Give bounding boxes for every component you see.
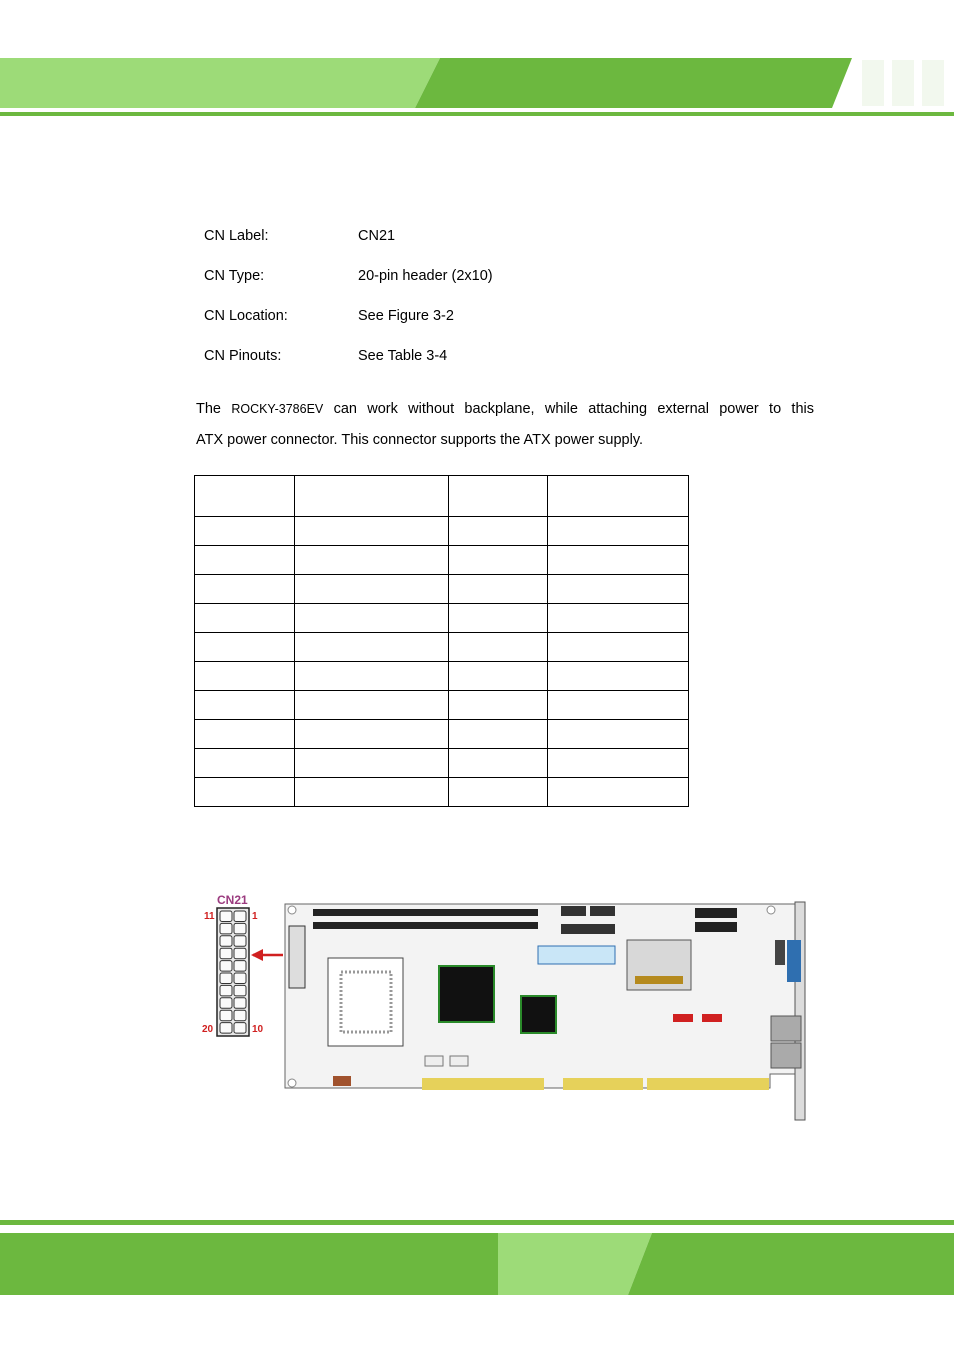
- connector-pin: [234, 923, 246, 934]
- table-cell: [295, 720, 449, 749]
- table-cell: [195, 604, 295, 633]
- header-connector: [561, 906, 586, 916]
- table-cell: [449, 691, 548, 720]
- connector-pin: [220, 911, 232, 922]
- header-connector: [590, 906, 615, 916]
- cpu-socket: [328, 958, 403, 1046]
- table-cell: [449, 517, 548, 546]
- description-line-2: ATX power connector. This connector supports the ATX power supply.: [196, 432, 644, 448]
- connector-pin: [220, 948, 232, 959]
- table-cell: [195, 546, 295, 575]
- table-row: [195, 662, 689, 691]
- header-connector: [695, 908, 737, 918]
- connector-pin: [220, 998, 232, 1009]
- table-cell: [295, 662, 449, 691]
- table-cell: [295, 749, 449, 778]
- table-cell: [295, 517, 449, 546]
- pin-label-20: 20: [202, 1024, 214, 1035]
- table-cell: [449, 546, 548, 575]
- table-cell: [295, 633, 449, 662]
- table-row: [195, 720, 689, 749]
- table-cell: [548, 778, 689, 807]
- connector-location-figure: [195, 888, 835, 1123]
- table-header-cell: [195, 476, 295, 517]
- table-cell: [449, 749, 548, 778]
- table-row: [195, 691, 689, 720]
- table-row: [195, 546, 689, 575]
- table-cell: [295, 604, 449, 633]
- cn21-connector-zoom: [217, 908, 249, 1036]
- table-row: [195, 749, 689, 778]
- connector-pin: [220, 923, 232, 934]
- table-row: [195, 778, 689, 807]
- connector-title: CN21: [217, 893, 248, 907]
- lan-port: [771, 1043, 801, 1068]
- connector-pin: [234, 911, 246, 922]
- footer-band: [0, 1215, 954, 1300]
- connector-pin: [234, 948, 246, 959]
- table-cell: [548, 575, 689, 604]
- header-connector: [561, 924, 615, 934]
- table-row: [195, 517, 689, 546]
- connector-pin: [220, 961, 232, 972]
- description-paragraph: [196, 394, 814, 456]
- table-row: [195, 633, 689, 662]
- power-connector: [333, 1076, 351, 1086]
- table-cell: [449, 778, 548, 807]
- table-cell: [548, 604, 689, 633]
- spec-label-cn-location: CN Location:: [204, 308, 288, 324]
- pin-label-10: 10: [252, 1024, 264, 1035]
- spec-label-cn-pinouts: CN Pinouts:: [204, 348, 282, 364]
- table-cell: [195, 662, 295, 691]
- table-cell: [548, 546, 689, 575]
- southbridge-chip: [521, 996, 556, 1033]
- table-row: [195, 575, 689, 604]
- pin-label-11: 11: [204, 911, 215, 922]
- table-cell: [449, 604, 548, 633]
- table-cell: [195, 778, 295, 807]
- table-cell: [548, 517, 689, 546]
- connector-pin: [220, 1010, 232, 1021]
- table-cell: [195, 575, 295, 604]
- header-connector: [695, 922, 737, 932]
- table-cell: [548, 691, 689, 720]
- header-connector: [775, 940, 785, 965]
- connector-pin: [234, 961, 246, 972]
- connector-pin: [220, 936, 232, 947]
- pin-label-1: 1: [252, 911, 258, 922]
- connector-pin: [234, 1023, 246, 1034]
- connector-pin: [234, 985, 246, 996]
- spec-value-cn-location: See Figure 3-2: [358, 308, 454, 324]
- table-cell: [195, 691, 295, 720]
- fan-connector: [450, 1056, 468, 1066]
- connector-pin: [220, 985, 232, 996]
- table-header-cell: [548, 476, 689, 517]
- vga-connector: [787, 940, 801, 982]
- table-cell: [195, 720, 295, 749]
- connector-pin: [234, 998, 246, 1009]
- connector-pin: [234, 973, 246, 984]
- callout-arrow: [251, 949, 283, 961]
- table-cell: [295, 778, 449, 807]
- table-cell: [195, 749, 295, 778]
- table-cell: [548, 633, 689, 662]
- ide-connector: [538, 946, 615, 964]
- spec-label-cn-type: CN Type:: [204, 268, 265, 284]
- description-line-1: [196, 394, 814, 425]
- spec-label-cn-label: CN Label:: [204, 228, 269, 244]
- table-header-cell: [449, 476, 548, 517]
- connector-pin: [220, 1023, 232, 1034]
- table-cell: [295, 575, 449, 604]
- connector-pin: [234, 936, 246, 947]
- table-cell: [195, 517, 295, 546]
- table-cell: [295, 691, 449, 720]
- table-cell: [449, 633, 548, 662]
- spec-value-cn-pinouts: See Table 3-4: [358, 348, 448, 364]
- sata-connector: [702, 1014, 722, 1022]
- board-atx-connector: [289, 926, 305, 988]
- header-band: [0, 0, 954, 120]
- sata-connector: [673, 1014, 693, 1022]
- fan-connector: [425, 1056, 443, 1066]
- table-row: [195, 604, 689, 633]
- table-cell: [449, 575, 548, 604]
- pinout-table: [194, 475, 689, 807]
- table-cell: [548, 749, 689, 778]
- table-cell: [449, 720, 548, 749]
- spec-value-cn-type: 20-pin header (2x10): [358, 268, 493, 284]
- table-cell: [295, 546, 449, 575]
- table-cell: [195, 633, 295, 662]
- table-header-row: [195, 476, 689, 517]
- table-cell: [449, 662, 548, 691]
- gold-edge-fingers: [422, 1078, 769, 1090]
- cf-card-slot: [627, 940, 691, 990]
- table-header-cell: [295, 476, 449, 517]
- description-lead: The: [196, 401, 221, 417]
- spec-value-cn-label: CN21: [358, 228, 396, 244]
- product-name: ROCKY-3786EV: [231, 402, 324, 416]
- description-line-1-rest: can work without backplane, while attaching external power to this: [333, 401, 815, 417]
- table-cell: [548, 720, 689, 749]
- table-cell: [548, 662, 689, 691]
- connector-pin: [220, 973, 232, 984]
- northbridge-chip: [439, 966, 494, 1022]
- logo-watermark: [862, 60, 944, 106]
- connector-pin: [234, 1010, 246, 1021]
- lan-port: [771, 1016, 801, 1041]
